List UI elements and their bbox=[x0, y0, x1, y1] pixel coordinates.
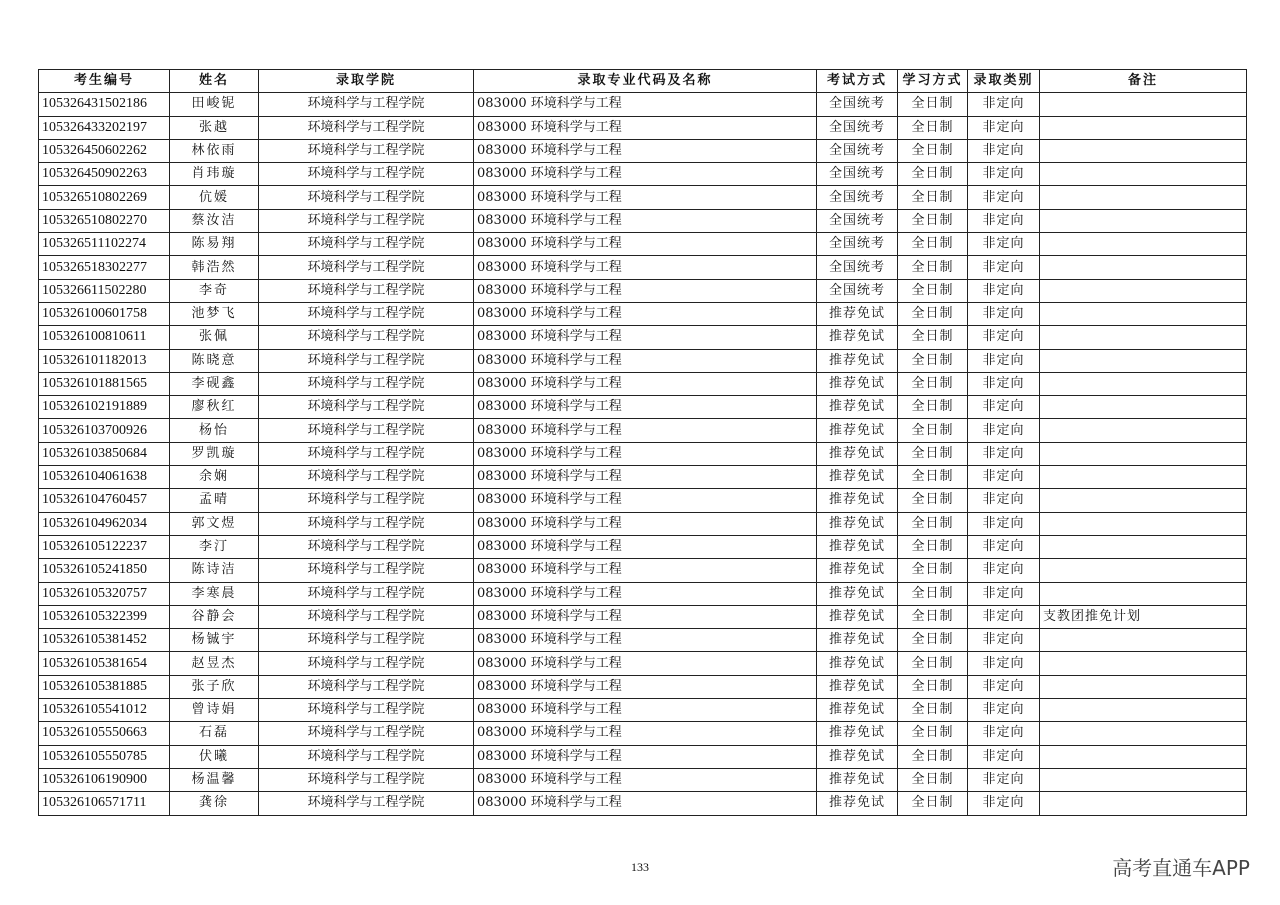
cell-admission-category: 非定向 bbox=[968, 209, 1040, 232]
cell-student-id: 105326100810611 bbox=[39, 326, 170, 349]
cell-college: 环境科学与工程学院 bbox=[259, 163, 474, 186]
table-row bbox=[39, 396, 1247, 419]
cell-study-mode: 全日制 bbox=[898, 768, 968, 791]
cell-remarks bbox=[1040, 792, 1247, 815]
cell-name: 杨铖宇 bbox=[170, 629, 259, 652]
cell-remarks: 支教团推免计划 bbox=[1040, 605, 1247, 628]
cell-college: 环境科学与工程学院 bbox=[259, 768, 474, 791]
cell-remarks bbox=[1040, 302, 1247, 325]
cell-college: 环境科学与工程学院 bbox=[259, 466, 474, 489]
cell-remarks bbox=[1040, 326, 1247, 349]
cell-remarks bbox=[1040, 116, 1247, 139]
cell-study-mode: 全日制 bbox=[898, 93, 968, 116]
header-college: 录取学院 bbox=[259, 70, 474, 93]
cell-remarks bbox=[1040, 279, 1247, 302]
cell-admission-category: 非定向 bbox=[968, 792, 1040, 815]
table-row bbox=[39, 675, 1247, 698]
cell-major: 083000 环境科学与工程 bbox=[474, 745, 817, 768]
cell-name: 石磊 bbox=[170, 722, 259, 745]
page-number: 133 bbox=[631, 860, 649, 874]
table-row bbox=[39, 605, 1247, 628]
cell-name: 陈易翔 bbox=[170, 233, 259, 256]
cell-major: 083000 环境科学与工程 bbox=[474, 559, 817, 582]
cell-admission-category: 非定向 bbox=[968, 233, 1040, 256]
cell-student-id: 105326103700926 bbox=[39, 419, 170, 442]
cell-major: 083000 环境科学与工程 bbox=[474, 163, 817, 186]
cell-name: 田峻铌 bbox=[170, 93, 259, 116]
header-exam-method: 考试方式 bbox=[817, 70, 898, 93]
cell-name: 李砚鑫 bbox=[170, 372, 259, 395]
cell-exam-method: 全国统考 bbox=[817, 139, 898, 162]
cell-remarks bbox=[1040, 582, 1247, 605]
cell-name: 蔡汝洁 bbox=[170, 209, 259, 232]
header-student-id: 考生编号 bbox=[39, 70, 170, 93]
cell-remarks bbox=[1040, 489, 1247, 512]
table-row bbox=[39, 792, 1247, 815]
cell-admission-category: 非定向 bbox=[968, 326, 1040, 349]
cell-remarks bbox=[1040, 745, 1247, 768]
cell-major: 083000 环境科学与工程 bbox=[474, 209, 817, 232]
cell-exam-method: 推荐免试 bbox=[817, 489, 898, 512]
table-row bbox=[39, 535, 1247, 558]
table-row bbox=[39, 302, 1247, 325]
cell-admission-category: 非定向 bbox=[968, 675, 1040, 698]
cell-college: 环境科学与工程学院 bbox=[259, 559, 474, 582]
cell-study-mode: 全日制 bbox=[898, 652, 968, 675]
cell-major: 083000 环境科学与工程 bbox=[474, 419, 817, 442]
cell-exam-method: 推荐免试 bbox=[817, 512, 898, 535]
cell-major: 083000 环境科学与工程 bbox=[474, 116, 817, 139]
cell-study-mode: 全日制 bbox=[898, 302, 968, 325]
cell-exam-method: 推荐免试 bbox=[817, 349, 898, 372]
cell-college: 环境科学与工程学院 bbox=[259, 512, 474, 535]
cell-remarks bbox=[1040, 419, 1247, 442]
cell-admission-category: 非定向 bbox=[968, 559, 1040, 582]
cell-major: 083000 环境科学与工程 bbox=[474, 372, 817, 395]
cell-exam-method: 全国统考 bbox=[817, 256, 898, 279]
cell-major: 083000 环境科学与工程 bbox=[474, 629, 817, 652]
table-row bbox=[39, 186, 1247, 209]
cell-exam-method: 全国统考 bbox=[817, 279, 898, 302]
cell-student-id: 105326105381654 bbox=[39, 652, 170, 675]
cell-exam-method: 全国统考 bbox=[817, 116, 898, 139]
table-row bbox=[39, 745, 1247, 768]
cell-remarks bbox=[1040, 256, 1247, 279]
table-row bbox=[39, 349, 1247, 372]
cell-student-id: 105326105122237 bbox=[39, 535, 170, 558]
cell-study-mode: 全日制 bbox=[898, 722, 968, 745]
cell-study-mode: 全日制 bbox=[898, 349, 968, 372]
cell-name: 杨温馨 bbox=[170, 768, 259, 791]
cell-remarks bbox=[1040, 768, 1247, 791]
cell-name: 韩浩然 bbox=[170, 256, 259, 279]
cell-student-id: 105326106571711 bbox=[39, 792, 170, 815]
header-admission-category: 录取类别 bbox=[968, 70, 1040, 93]
table-row bbox=[39, 93, 1247, 116]
table-row bbox=[39, 116, 1247, 139]
cell-admission-category: 非定向 bbox=[968, 629, 1040, 652]
cell-remarks bbox=[1040, 629, 1247, 652]
cell-college: 环境科学与工程学院 bbox=[259, 396, 474, 419]
table-row bbox=[39, 652, 1247, 675]
cell-major: 083000 环境科学与工程 bbox=[474, 512, 817, 535]
cell-remarks bbox=[1040, 722, 1247, 745]
cell-study-mode: 全日制 bbox=[898, 233, 968, 256]
cell-student-id: 105326611502280 bbox=[39, 279, 170, 302]
cell-college: 环境科学与工程学院 bbox=[259, 372, 474, 395]
cell-college: 环境科学与工程学院 bbox=[259, 722, 474, 745]
cell-major: 083000 环境科学与工程 bbox=[474, 675, 817, 698]
cell-student-id: 105326431502186 bbox=[39, 93, 170, 116]
cell-college: 环境科学与工程学院 bbox=[259, 675, 474, 698]
table-row bbox=[39, 559, 1247, 582]
table-header-row bbox=[39, 70, 1247, 93]
cell-major: 083000 环境科学与工程 bbox=[474, 256, 817, 279]
cell-college: 环境科学与工程学院 bbox=[259, 349, 474, 372]
cell-exam-method: 推荐免试 bbox=[817, 326, 898, 349]
cell-study-mode: 全日制 bbox=[898, 466, 968, 489]
cell-student-id: 105326106190900 bbox=[39, 768, 170, 791]
table-row bbox=[39, 419, 1247, 442]
cell-college: 环境科学与工程学院 bbox=[259, 535, 474, 558]
cell-admission-category: 非定向 bbox=[968, 116, 1040, 139]
cell-study-mode: 全日制 bbox=[898, 699, 968, 722]
table-row bbox=[39, 163, 1247, 186]
cell-major: 083000 环境科学与工程 bbox=[474, 302, 817, 325]
cell-admission-category: 非定向 bbox=[968, 93, 1040, 116]
cell-study-mode: 全日制 bbox=[898, 489, 968, 512]
cell-college: 环境科学与工程学院 bbox=[259, 116, 474, 139]
table-row bbox=[39, 326, 1247, 349]
cell-name: 陈诗洁 bbox=[170, 559, 259, 582]
cell-remarks bbox=[1040, 396, 1247, 419]
cell-name: 肖玮璇 bbox=[170, 163, 259, 186]
cell-major: 083000 环境科学与工程 bbox=[474, 466, 817, 489]
cell-remarks bbox=[1040, 163, 1247, 186]
cell-name: 张子欣 bbox=[170, 675, 259, 698]
cell-student-id: 105326105541012 bbox=[39, 699, 170, 722]
cell-college: 环境科学与工程学院 bbox=[259, 489, 474, 512]
cell-student-id: 105326105381885 bbox=[39, 675, 170, 698]
cell-study-mode: 全日制 bbox=[898, 396, 968, 419]
cell-exam-method: 推荐免试 bbox=[817, 722, 898, 745]
cell-major: 083000 环境科学与工程 bbox=[474, 442, 817, 465]
cell-study-mode: 全日制 bbox=[898, 512, 968, 535]
cell-remarks bbox=[1040, 675, 1247, 698]
table-row bbox=[39, 372, 1247, 395]
cell-major: 083000 环境科学与工程 bbox=[474, 186, 817, 209]
admission-table bbox=[38, 69, 1247, 816]
table-row bbox=[39, 279, 1247, 302]
cell-exam-method: 推荐免试 bbox=[817, 745, 898, 768]
cell-college: 环境科学与工程学院 bbox=[259, 582, 474, 605]
cell-remarks bbox=[1040, 349, 1247, 372]
cell-major: 083000 环境科学与工程 bbox=[474, 535, 817, 558]
cell-name: 李汀 bbox=[170, 535, 259, 558]
cell-study-mode: 全日制 bbox=[898, 792, 968, 815]
cell-exam-method: 推荐免试 bbox=[817, 372, 898, 395]
cell-exam-method: 推荐免试 bbox=[817, 302, 898, 325]
cell-remarks bbox=[1040, 699, 1247, 722]
cell-study-mode: 全日制 bbox=[898, 559, 968, 582]
cell-exam-method: 全国统考 bbox=[817, 233, 898, 256]
cell-exam-method: 推荐免试 bbox=[817, 792, 898, 815]
cell-study-mode: 全日制 bbox=[898, 116, 968, 139]
cell-student-id: 105326105550663 bbox=[39, 722, 170, 745]
cell-admission-category: 非定向 bbox=[968, 582, 1040, 605]
cell-name: 罗凯璇 bbox=[170, 442, 259, 465]
header-remarks: 备注 bbox=[1040, 70, 1247, 93]
cell-major: 083000 环境科学与工程 bbox=[474, 279, 817, 302]
header-study-mode: 学习方式 bbox=[898, 70, 968, 93]
cell-exam-method: 全国统考 bbox=[817, 209, 898, 232]
cell-admission-category: 非定向 bbox=[968, 419, 1040, 442]
header-name: 姓名 bbox=[170, 70, 259, 93]
cell-admission-category: 非定向 bbox=[968, 605, 1040, 628]
table-row bbox=[39, 582, 1247, 605]
cell-college: 环境科学与工程学院 bbox=[259, 605, 474, 628]
cell-admission-category: 非定向 bbox=[968, 512, 1040, 535]
cell-name: 孟晴 bbox=[170, 489, 259, 512]
cell-study-mode: 全日制 bbox=[898, 419, 968, 442]
cell-name: 池梦飞 bbox=[170, 302, 259, 325]
table-row bbox=[39, 699, 1247, 722]
table-body bbox=[39, 93, 1247, 815]
cell-admission-category: 非定向 bbox=[968, 139, 1040, 162]
cell-student-id: 105326511102274 bbox=[39, 233, 170, 256]
cell-admission-category: 非定向 bbox=[968, 745, 1040, 768]
cell-name: 郭文煜 bbox=[170, 512, 259, 535]
cell-admission-category: 非定向 bbox=[968, 256, 1040, 279]
cell-student-id: 105326433202197 bbox=[39, 116, 170, 139]
table-row bbox=[39, 139, 1247, 162]
cell-college: 环境科学与工程学院 bbox=[259, 302, 474, 325]
cell-exam-method: 全国统考 bbox=[817, 93, 898, 116]
cell-major: 083000 环境科学与工程 bbox=[474, 139, 817, 162]
cell-exam-method: 推荐免试 bbox=[817, 535, 898, 558]
cell-student-id: 105326450602262 bbox=[39, 139, 170, 162]
table-row bbox=[39, 233, 1247, 256]
cell-remarks bbox=[1040, 233, 1247, 256]
cell-name: 张越 bbox=[170, 116, 259, 139]
cell-remarks bbox=[1040, 466, 1247, 489]
cell-student-id: 105326510802270 bbox=[39, 209, 170, 232]
cell-study-mode: 全日制 bbox=[898, 745, 968, 768]
table-row bbox=[39, 466, 1247, 489]
cell-college: 环境科学与工程学院 bbox=[259, 233, 474, 256]
cell-name: 杨怡 bbox=[170, 419, 259, 442]
cell-exam-method: 推荐免试 bbox=[817, 396, 898, 419]
cell-major: 083000 环境科学与工程 bbox=[474, 652, 817, 675]
cell-student-id: 105326104962034 bbox=[39, 512, 170, 535]
cell-remarks bbox=[1040, 209, 1247, 232]
cell-admission-category: 非定向 bbox=[968, 396, 1040, 419]
cell-college: 环境科学与工程学院 bbox=[259, 629, 474, 652]
cell-exam-method: 推荐免试 bbox=[817, 699, 898, 722]
cell-study-mode: 全日制 bbox=[898, 372, 968, 395]
cell-college: 环境科学与工程学院 bbox=[259, 652, 474, 675]
cell-college: 环境科学与工程学院 bbox=[259, 256, 474, 279]
cell-admission-category: 非定向 bbox=[968, 489, 1040, 512]
cell-exam-method: 推荐免试 bbox=[817, 559, 898, 582]
cell-admission-category: 非定向 bbox=[968, 163, 1040, 186]
cell-student-id: 105326105550785 bbox=[39, 745, 170, 768]
cell-name: 曾诗娟 bbox=[170, 699, 259, 722]
cell-admission-category: 非定向 bbox=[968, 186, 1040, 209]
cell-major: 083000 环境科学与工程 bbox=[474, 349, 817, 372]
cell-name: 谷静会 bbox=[170, 605, 259, 628]
table-row bbox=[39, 512, 1247, 535]
cell-college: 环境科学与工程学院 bbox=[259, 93, 474, 116]
cell-study-mode: 全日制 bbox=[898, 442, 968, 465]
cell-remarks bbox=[1040, 652, 1247, 675]
cell-remarks bbox=[1040, 535, 1247, 558]
cell-study-mode: 全日制 bbox=[898, 279, 968, 302]
cell-admission-category: 非定向 bbox=[968, 722, 1040, 745]
cell-exam-method: 推荐免试 bbox=[817, 582, 898, 605]
cell-exam-method: 推荐免试 bbox=[817, 675, 898, 698]
table-row bbox=[39, 209, 1247, 232]
cell-name: 林依雨 bbox=[170, 139, 259, 162]
table-row bbox=[39, 489, 1247, 512]
cell-study-mode: 全日制 bbox=[898, 326, 968, 349]
cell-major: 083000 环境科学与工程 bbox=[474, 699, 817, 722]
cell-major: 083000 环境科学与工程 bbox=[474, 768, 817, 791]
cell-name: 伉媛 bbox=[170, 186, 259, 209]
table-row bbox=[39, 256, 1247, 279]
table-row bbox=[39, 768, 1247, 791]
cell-major: 083000 环境科学与工程 bbox=[474, 605, 817, 628]
table-row bbox=[39, 442, 1247, 465]
cell-college: 环境科学与工程学院 bbox=[259, 419, 474, 442]
cell-student-id: 105326104061638 bbox=[39, 466, 170, 489]
cell-remarks bbox=[1040, 93, 1247, 116]
cell-student-id: 105326101182013 bbox=[39, 349, 170, 372]
cell-major: 083000 环境科学与工程 bbox=[474, 233, 817, 256]
cell-study-mode: 全日制 bbox=[898, 535, 968, 558]
cell-major: 083000 环境科学与工程 bbox=[474, 93, 817, 116]
watermark-text: 高考直通车APP bbox=[1112, 856, 1250, 880]
cell-name: 李奇 bbox=[170, 279, 259, 302]
cell-study-mode: 全日制 bbox=[898, 186, 968, 209]
cell-remarks bbox=[1040, 559, 1247, 582]
cell-exam-method: 全国统考 bbox=[817, 186, 898, 209]
header-major: 录取专业代码及名称 bbox=[474, 70, 817, 93]
cell-study-mode: 全日制 bbox=[898, 163, 968, 186]
cell-admission-category: 非定向 bbox=[968, 652, 1040, 675]
cell-college: 环境科学与工程学院 bbox=[259, 279, 474, 302]
cell-student-id: 105326450902263 bbox=[39, 163, 170, 186]
cell-student-id: 105326100601758 bbox=[39, 302, 170, 325]
cell-student-id: 105326510802269 bbox=[39, 186, 170, 209]
cell-admission-category: 非定向 bbox=[968, 302, 1040, 325]
cell-admission-category: 非定向 bbox=[968, 372, 1040, 395]
cell-major: 083000 环境科学与工程 bbox=[474, 396, 817, 419]
cell-admission-category: 非定向 bbox=[968, 349, 1040, 372]
cell-exam-method: 推荐免试 bbox=[817, 419, 898, 442]
cell-remarks bbox=[1040, 139, 1247, 162]
cell-name: 龚徐 bbox=[170, 792, 259, 815]
cell-college: 环境科学与工程学院 bbox=[259, 745, 474, 768]
cell-study-mode: 全日制 bbox=[898, 629, 968, 652]
cell-college: 环境科学与工程学院 bbox=[259, 792, 474, 815]
cell-exam-method: 推荐免试 bbox=[817, 768, 898, 791]
cell-student-id: 105326104760457 bbox=[39, 489, 170, 512]
cell-major: 083000 环境科学与工程 bbox=[474, 326, 817, 349]
cell-college: 环境科学与工程学院 bbox=[259, 699, 474, 722]
cell-student-id: 105326105381452 bbox=[39, 629, 170, 652]
cell-college: 环境科学与工程学院 bbox=[259, 139, 474, 162]
cell-exam-method: 推荐免试 bbox=[817, 442, 898, 465]
cell-college: 环境科学与工程学院 bbox=[259, 209, 474, 232]
cell-admission-category: 非定向 bbox=[968, 535, 1040, 558]
table-row bbox=[39, 629, 1247, 652]
cell-study-mode: 全日制 bbox=[898, 139, 968, 162]
cell-name: 余娴 bbox=[170, 466, 259, 489]
cell-remarks bbox=[1040, 512, 1247, 535]
cell-name: 陈晓意 bbox=[170, 349, 259, 372]
table-row bbox=[39, 722, 1247, 745]
cell-student-id: 105326102191889 bbox=[39, 396, 170, 419]
cell-college: 环境科学与工程学院 bbox=[259, 442, 474, 465]
cell-admission-category: 非定向 bbox=[968, 442, 1040, 465]
cell-exam-method: 推荐免试 bbox=[817, 466, 898, 489]
cell-student-id: 105326518302277 bbox=[39, 256, 170, 279]
cell-exam-method: 推荐免试 bbox=[817, 629, 898, 652]
cell-major: 083000 环境科学与工程 bbox=[474, 722, 817, 745]
cell-major: 083000 环境科学与工程 bbox=[474, 792, 817, 815]
cell-student-id: 105326101881565 bbox=[39, 372, 170, 395]
cell-exam-method: 推荐免试 bbox=[817, 605, 898, 628]
cell-admission-category: 非定向 bbox=[968, 699, 1040, 722]
cell-study-mode: 全日制 bbox=[898, 675, 968, 698]
cell-study-mode: 全日制 bbox=[898, 582, 968, 605]
cell-student-id: 105326105320757 bbox=[39, 582, 170, 605]
cell-name: 廖秋红 bbox=[170, 396, 259, 419]
cell-study-mode: 全日制 bbox=[898, 605, 968, 628]
cell-remarks bbox=[1040, 186, 1247, 209]
cell-name: 李寒晨 bbox=[170, 582, 259, 605]
cell-name: 赵昱杰 bbox=[170, 652, 259, 675]
cell-college: 环境科学与工程学院 bbox=[259, 326, 474, 349]
cell-study-mode: 全日制 bbox=[898, 256, 968, 279]
cell-college: 环境科学与工程学院 bbox=[259, 186, 474, 209]
cell-name: 张佩 bbox=[170, 326, 259, 349]
cell-study-mode: 全日制 bbox=[898, 209, 968, 232]
cell-student-id: 105326105241850 bbox=[39, 559, 170, 582]
cell-name: 伏曦 bbox=[170, 745, 259, 768]
cell-student-id: 105326105322399 bbox=[39, 605, 170, 628]
cell-admission-category: 非定向 bbox=[968, 466, 1040, 489]
cell-admission-category: 非定向 bbox=[968, 768, 1040, 791]
cell-remarks bbox=[1040, 372, 1247, 395]
cell-exam-method: 推荐免试 bbox=[817, 652, 898, 675]
cell-student-id: 105326103850684 bbox=[39, 442, 170, 465]
cell-exam-method: 全国统考 bbox=[817, 163, 898, 186]
cell-admission-category: 非定向 bbox=[968, 279, 1040, 302]
cell-major: 083000 环境科学与工程 bbox=[474, 582, 817, 605]
cell-major: 083000 环境科学与工程 bbox=[474, 489, 817, 512]
cell-remarks bbox=[1040, 442, 1247, 465]
